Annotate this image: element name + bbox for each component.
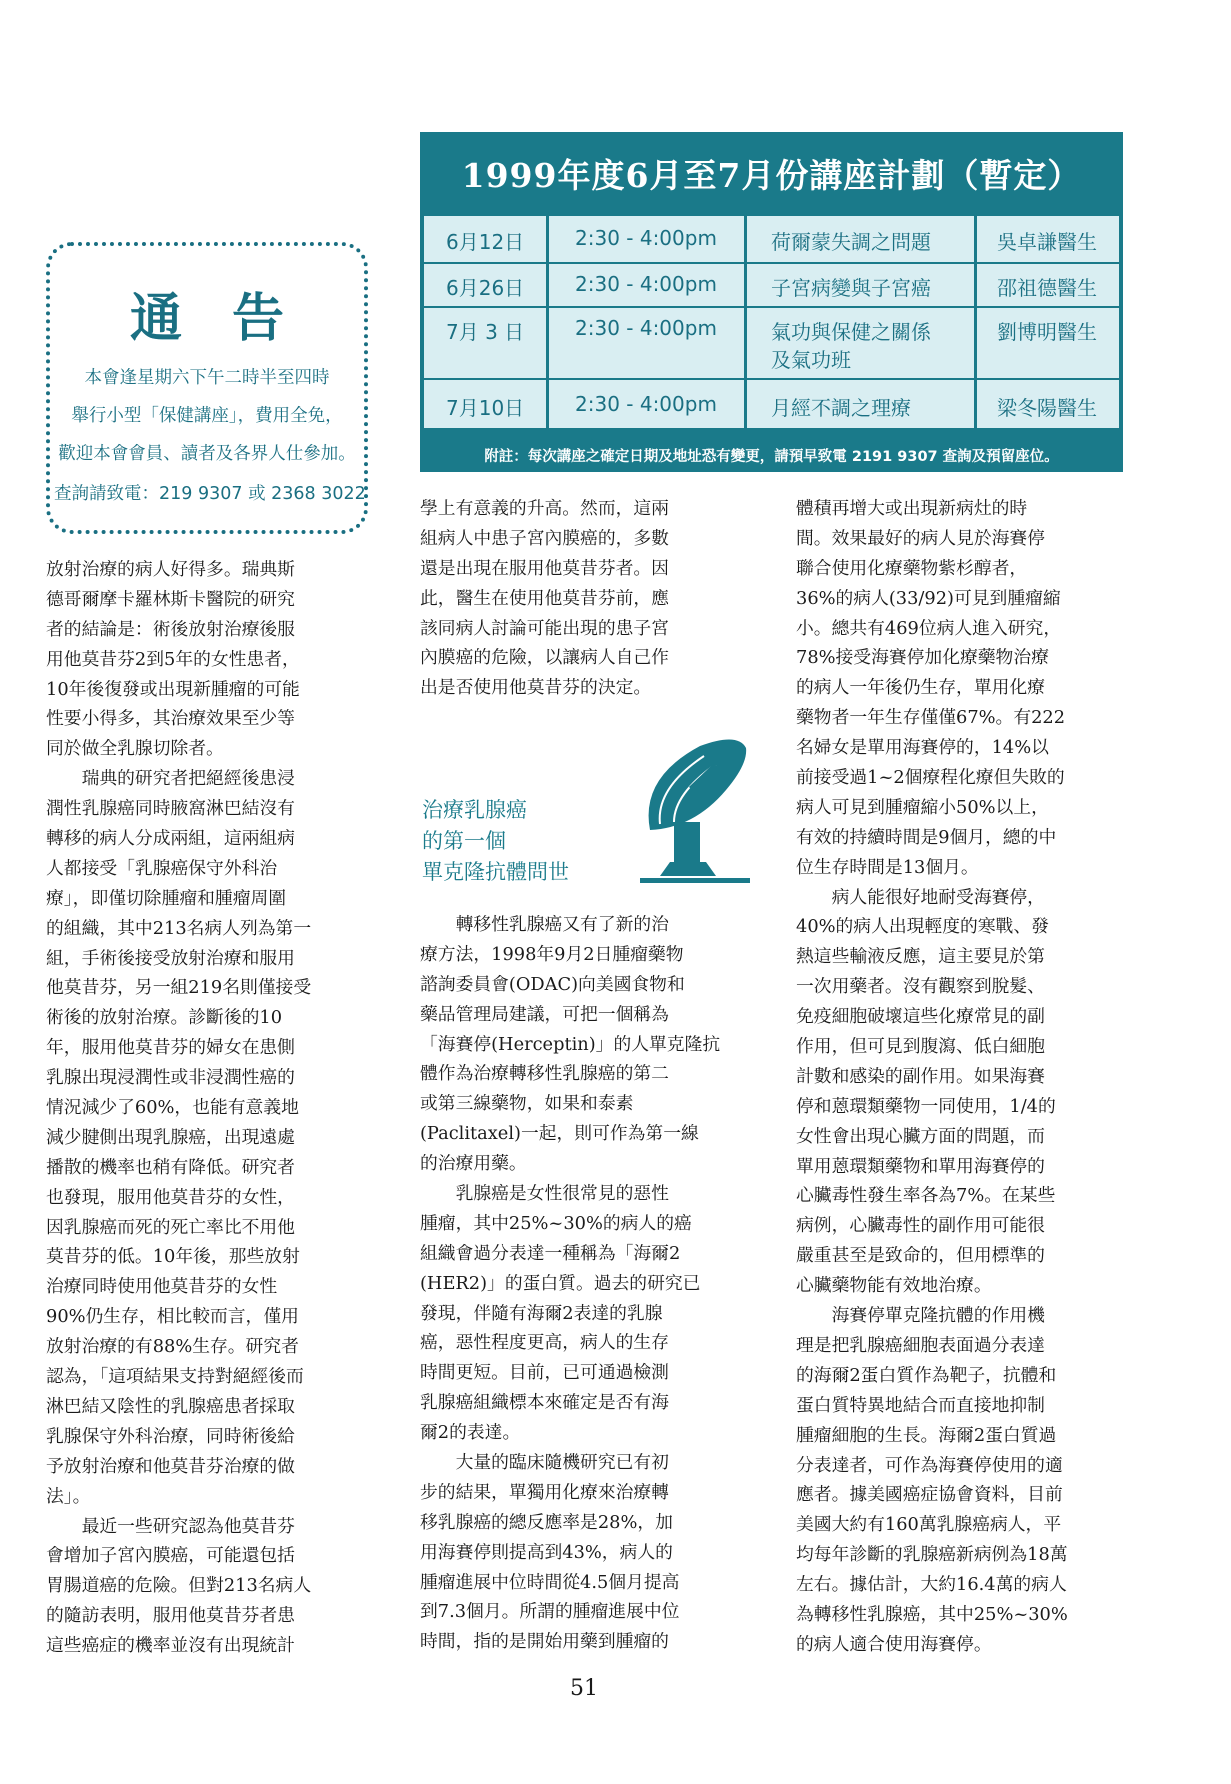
text-line: 情況減少了60%，也能有意義地 <box>46 1097 299 1119</box>
text-line: 術後的放射治療。診斷後的10 <box>46 1007 283 1029</box>
text-line: 體作為治療轉移性乳腺癌的第二 <box>420 1063 669 1085</box>
text-line: 病例，心臟毒性的副作用可能很 <box>796 1215 1045 1237</box>
schedule-row <box>424 380 1119 428</box>
text-line: 海賽停單克隆抗體的作用機 <box>796 1305 1045 1327</box>
text-line: 體積再增大或出現新病灶的時 <box>796 498 1028 519</box>
text-line: 乳腺癌是女性很常見的惡性 <box>420 1183 669 1205</box>
text-line: 位生存時間是13個月。 <box>796 856 979 878</box>
text-line: 者的結論是：術後放射治療後服 <box>46 618 295 640</box>
text-line: (Paclitaxel)一起，則可作為第一線 <box>420 1123 699 1145</box>
text-line: 人都接受「乳腺癌保守外科治 <box>46 857 278 879</box>
text-line: 藥品管理局建議，可把一個稱為 <box>420 1003 669 1025</box>
text-line: 的組織，其中213名病人列為第一 <box>46 917 312 939</box>
row-time: 2:30 - 4:00pm <box>575 316 717 340</box>
row-date: 6月12日 <box>446 230 525 254</box>
text-line: 莫昔芬的低。10年後，那些放射 <box>46 1246 300 1268</box>
row-date: 7月10日 <box>446 396 525 420</box>
text-line: 瑞典的研究者把絕經後患浸 <box>46 768 295 790</box>
text-line: 單用蒽環類藥物和單用海賽停的 <box>796 1155 1045 1177</box>
text-line: 的病人一年後仍生存，單用化療 <box>796 677 1045 699</box>
text-line: 78%接受海賽停加化療藥物治療 <box>796 647 1049 669</box>
text-line: 腫瘤細胞的生長。海爾2蛋白質過 <box>796 1424 1057 1446</box>
text-line: 用海賽停則提高到43%，病人的 <box>420 1541 673 1563</box>
text-line: 藥物者一年生存僅僅67%。有222 <box>796 707 1066 729</box>
text-line: 的病人適合使用海賽停。 <box>796 1633 992 1655</box>
text-line: 步的結果，單獨用化療來治療轉 <box>420 1481 669 1503</box>
text-line: 淋巴結又陰性的乳腺癌患者採取 <box>46 1395 295 1417</box>
text-line: 心臟毒性發生率各為7%。在某些 <box>796 1185 1056 1207</box>
text-line: 病人能很好地耐受海賽停， <box>796 886 1045 908</box>
row-topic: 氣功與保健之關係 <box>771 320 931 344</box>
text-line: 左右。據估計，大約16.4萬的病人 <box>796 1574 1067 1596</box>
schedule-row <box>424 216 1119 262</box>
text-line: 療方法，1998年9月2日腫瘤藥物 <box>420 943 684 965</box>
text-line: 腫瘤，其中25%~30%的病人的癌 <box>420 1212 692 1234</box>
text-line: 或第三線藥物，如果和泰素 <box>420 1093 634 1115</box>
row-topic: 荷爾蒙失調之問題 <box>771 230 931 254</box>
text-line: 小。總共有469位病人進入研究， <box>796 617 1062 639</box>
text-line: 用他莫昔芬2到5年的女性患者， <box>46 648 300 670</box>
text-line: 胃腸道癌的危險。但對213名病人 <box>46 1575 312 1597</box>
text-line: 會增加子宮內膜癌，可能還包括 <box>46 1545 295 1567</box>
text-line: 播散的機率也稍有降低。研究者 <box>46 1156 295 1178</box>
text-line: 36%的病人(33/92)可見到腫瘤縮 <box>796 587 1061 609</box>
text-line: 最近一些研究認為他莫昔芬 <box>46 1515 295 1537</box>
row-doctor: 劉博明醫生 <box>997 320 1097 344</box>
row-time: 2:30 - 4:00pm <box>575 392 717 416</box>
text-line: 爾2的表達。 <box>420 1422 521 1444</box>
text-line: 90%仍生存，相比較而言，僅用 <box>46 1306 299 1328</box>
row-topic: 月經不調之理療 <box>771 396 911 420</box>
article-column-2-top <box>420 494 750 703</box>
text-line: 的治療用藥。 <box>420 1153 527 1175</box>
text-line: 蛋白質特異地結合而直接地抑制 <box>796 1394 1045 1416</box>
row-topic: 及氣功班 <box>771 348 851 372</box>
text-line: 出是否使用他莫昔芬的決定。 <box>420 677 652 699</box>
text-line: 癌，惡性程度更高，病人的生存 <box>420 1332 669 1354</box>
text-line: 還是出現在服用他莫昔芬者。因 <box>420 557 669 579</box>
satellite-dish-icon <box>630 738 750 884</box>
text-line: 有效的持續時間是9個月，總的中 <box>796 826 1057 848</box>
text-line: 放射治療的有88%生存。研究者 <box>46 1336 299 1358</box>
text-line: 為轉移性乳腺癌，其中25%~30% <box>796 1603 1068 1625</box>
schedule-footnote: 附註：每次講座之確定日期及地址恐有變更，請預早致電 2191 9307 查詢及預留座位。 <box>484 449 1059 465</box>
article-column-2-bottom <box>420 910 750 1657</box>
text-line: 減少腱側出現乳腺癌，出現遠處 <box>46 1126 295 1148</box>
text-line: 均每年診斷的乳腺癌新病例為18萬 <box>796 1544 1068 1566</box>
article-column-1 <box>46 555 376 1661</box>
text-line: 間。效果最好的病人見於海賽停 <box>796 527 1045 549</box>
text-line: 10年後復發或出現新腫瘤的可能 <box>46 678 300 700</box>
text-line: 組織會過分表達一種稱為「海爾2 <box>420 1242 681 1264</box>
row-date: 6月26日 <box>446 276 525 300</box>
text-line: 法」。 <box>46 1485 91 1507</box>
lecture-schedule <box>420 132 1123 472</box>
schedule-title: 1999年度6月至7月份講座計劃（暫定） <box>461 156 1082 195</box>
text-line: 分表達者，可作為海賽停使用的適 <box>796 1454 1063 1476</box>
text-line: 一次用藥者。沒有觀察到脫髮、 <box>796 976 1045 998</box>
text-line: 組，手術後接受放射治療和服用 <box>46 947 295 969</box>
text-line: 認為，「這項結果支持對絕經後而 <box>46 1366 304 1388</box>
notice-line: 本會逢星期六下午二時半至四時 <box>84 368 330 388</box>
text-line: 女性會出現心臟方面的問題，而 <box>796 1125 1045 1147</box>
text-line: 予放射治療和他莫昔芬治療的做 <box>46 1455 295 1477</box>
text-line: 也發現，服用他莫昔芬的女性， <box>46 1186 295 1208</box>
text-line: 「海賽停(Herceptin)」的人單克隆抗 <box>420 1033 721 1055</box>
text-line: 的隨訪表明，服用他莫昔芬者患 <box>46 1605 295 1627</box>
text-line: 40%的病人出現輕度的寒戰、發 <box>796 916 1049 938</box>
text-line: 學上有意義的升高。然而，這兩 <box>420 498 669 519</box>
text-line: 應者。據美國癌症協會資料，目前 <box>796 1484 1063 1506</box>
text-line: 發現，伴隨有海爾2表達的乳腺 <box>420 1302 663 1324</box>
text-line: 性要小得多，其治療效果至少等 <box>46 708 295 730</box>
text-line: 該同病人討論可能出現的患子宮 <box>420 617 669 639</box>
text-line: 轉移性乳腺癌又有了新的治 <box>420 914 669 935</box>
text-line: 理是把乳腺癌細胞表面過分表達 <box>796 1334 1045 1356</box>
text-line: 名婦女是單用海賽停的，14%以 <box>796 737 1049 759</box>
notice-line: 舉行小型「保健講座」，費用全免， <box>71 406 343 426</box>
text-line: 治療同時使用他莫昔芬的女性 <box>46 1276 278 1298</box>
notice-phone: 查詢請致電：219 9307 或 2368 3022 <box>54 484 366 504</box>
text-line: 移乳腺癌的總反應率是28%，加 <box>420 1511 673 1533</box>
text-line: 大量的臨床隨機研究已有初 <box>420 1452 669 1474</box>
text-line: 乳腺出現浸潤性或非浸潤性癌的 <box>46 1067 295 1089</box>
text-line: 潤性乳腺癌同時腋窩淋巴結沒有 <box>46 798 295 820</box>
text-line: 心臟藥物能有效地治療。 <box>796 1275 992 1297</box>
notice-line: 歡迎本會會員、讀者及各界人仕參加。 <box>58 444 356 464</box>
text-line: 此，醫生在使用他莫昔芬前，應 <box>420 587 669 609</box>
text-line: 內膜癌的危險，以讓病人自己作 <box>420 647 669 669</box>
text-line: 作用，但可見到腹瀉、低白細胞 <box>796 1036 1045 1058</box>
row-doctor: 吳卓謙醫生 <box>997 230 1097 254</box>
row-doctor: 梁冬陽醫生 <box>997 396 1097 420</box>
schedule-row <box>424 264 1119 306</box>
text-line: 組病人中患子宮內膜癌的，多數 <box>420 527 669 549</box>
page-number: 51 <box>570 1676 598 1701</box>
text-line: 病人可見到腫瘤縮小50%以上， <box>796 796 1049 818</box>
text-line: 前接受過1~2個療程化療但失敗的 <box>796 767 1065 789</box>
text-line: 轉移的病人分成兩組，這兩組病 <box>46 828 295 850</box>
text-line: 到7.3個月。所謂的腫瘤進展中位 <box>420 1601 680 1623</box>
row-date: 7月 3 日 <box>446 320 525 344</box>
text-line: 放射治療的病人好得多。瑞典斯 <box>46 559 295 580</box>
text-line: 免疫細胞破壞這些化療常見的副 <box>796 1006 1045 1028</box>
text-line: 他莫昔芬，另一組219名則僅接受 <box>46 977 312 999</box>
text-line: 療」，即僅切除腫瘤和腫瘤周圍 <box>46 887 287 909</box>
article-headline: 的第一個 <box>422 829 506 853</box>
text-line: 年，服用他莫昔芬的婦女在患側 <box>46 1037 295 1059</box>
article-headline: 治療乳腺癌 <box>422 798 527 822</box>
text-line: 諮詢委員會(ODAC)向美國食物和 <box>420 973 685 995</box>
text-line: 時間更短。目前，已可通過檢測 <box>420 1362 669 1384</box>
text-line: 乳腺保守外科治療，同時術後給 <box>46 1425 295 1447</box>
text-line: 計數和感染的副作用。如果海賽 <box>796 1065 1045 1087</box>
row-time: 2:30 - 4:00pm <box>575 226 717 250</box>
notice-box <box>46 242 368 534</box>
text-line: 聯合使用化療藥物紫杉醇者， <box>796 557 1028 579</box>
text-line: 停和蒽環類藥物一同使用，1/4的 <box>796 1095 1056 1117</box>
text-line: 嚴重甚至是致命的，但用標準的 <box>796 1245 1045 1267</box>
text-line: 同於做全乳腺切除者。 <box>46 738 224 760</box>
schedule-row <box>424 308 1119 378</box>
text-line: 熱這些輸液反應，這主要見於第 <box>796 946 1045 968</box>
row-doctor: 邵祖德醫生 <box>997 276 1097 300</box>
row-time: 2:30 - 4:00pm <box>575 272 717 296</box>
notice-title: 通告 <box>129 289 334 349</box>
text-line: 的海爾2蛋白質作為靶子，抗體和 <box>796 1364 1057 1386</box>
text-line: 腫瘤進展中位時間從4.5個月提高 <box>420 1571 680 1593</box>
article-column-3 <box>796 494 1126 1660</box>
text-line: 時間，指的是開始用藥到腫瘤的 <box>420 1631 669 1653</box>
row-topic: 子宮病變與子宮癌 <box>771 276 931 300</box>
text-line: 這些癌症的機率並沒有出現統計 <box>46 1635 295 1657</box>
text-line: 因乳腺癌而死的死亡率比不用他 <box>46 1216 295 1238</box>
text-line: (HER2)」的蛋白質。過去的研究已 <box>420 1272 701 1294</box>
article-headline: 單克隆抗體問世 <box>422 860 569 884</box>
text-line: 德哥爾摩卡羅林斯卡醫院的研究 <box>46 588 295 610</box>
text-line: 乳腺癌組織標本來確定是否有海 <box>420 1392 669 1414</box>
text-line: 美國大約有160萬乳腺癌病人，平 <box>796 1514 1062 1536</box>
